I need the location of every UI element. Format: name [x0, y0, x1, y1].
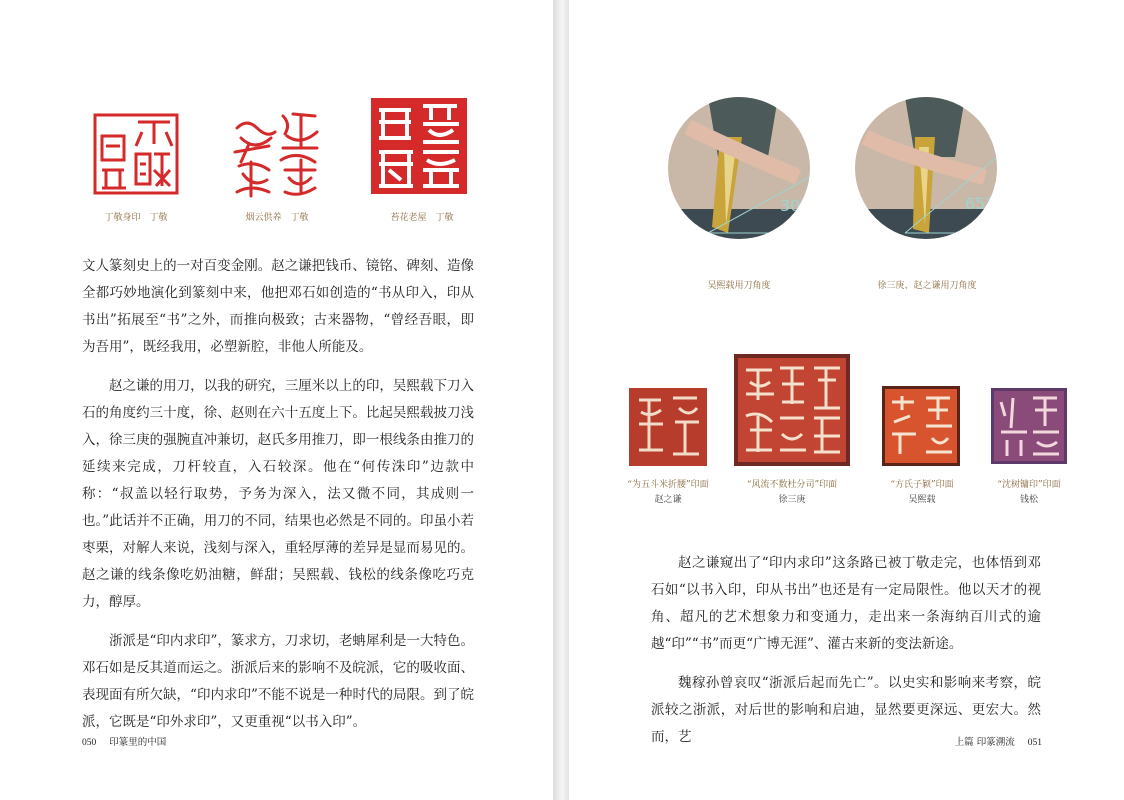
left-page	[0, 0, 553, 800]
seal-caption-1: 丁敬身印 丁敬	[104, 213, 168, 223]
seal-photo-3	[882, 386, 960, 470]
knife-caption-1: 吴熙载用刀角度	[707, 281, 771, 291]
section-label: 上篇	[954, 737, 974, 748]
seal-photo-1	[629, 388, 707, 470]
section-title: 印篆溯流	[976, 737, 1015, 748]
page-number: 050	[82, 738, 97, 748]
page-number: 051	[1027, 738, 1042, 748]
right-paragraph-1: 赵之谦窥出了“印内求印”这条路已被丁敬走完，也体悟到邓石如“以书入印，印从书出”也还是有一定局限性。他以天才的视角、超凡的艺术想象力和变通力，走出来一条海纳百川式的逾越“印”“书”而更“广博无涯”、灌古来新的变法新途。	[651, 555, 1041, 652]
seal-photo-caption-2: “风流不数杜分司”印面	[746, 480, 838, 490]
right-body-text	[651, 550, 1041, 763]
left-body-text	[82, 253, 474, 748]
book-title: 印篆里的中国	[109, 737, 167, 748]
left-paragraph-1: 文人篆刻史上的一对百变金刚。赵之谦把钱币、镜铭、碑刻、造像全都巧妙地演化到篆刻中来，他把邓石如创造的“书从印入，印从书出”拓展至“书”之外，而推向极致；古来器物，“曾经吾眼，即为吾用”，既经我用，必塑新腔，非他人所能及。	[82, 258, 474, 355]
knife-angle-photo-1	[668, 97, 810, 239]
seal-photo-caption-3: “方氏子颖”印面	[890, 480, 954, 490]
seal-caption-3: 苔花老屋 丁敬	[390, 213, 454, 223]
knife-caption-2: 徐三庚、赵之谦用刀角度	[877, 281, 977, 291]
seal-photo-author-1: 赵之谦	[654, 495, 682, 505]
seal-photo-2	[734, 354, 850, 470]
right-paragraph-2: 魏稼孙曾哀叹“浙派后起而先亡”。以史实和影响来考察，皖派较之浙派，对后世的影响和启迪，显然要更深远、更宏大。然而，艺	[651, 675, 1041, 745]
seal-photo-author-4: 钱松	[1019, 495, 1038, 505]
seal-photo-caption-4: “沈树镛印”印面	[997, 480, 1061, 490]
seal-dingjingshen-image	[92, 112, 180, 196]
knife-angle-photo-2	[855, 97, 997, 239]
left-footer	[82, 734, 166, 748]
knife-angle-label-1: 30°	[780, 196, 809, 215]
seal-photo-author-2: 徐三庚	[778, 495, 806, 505]
right-footer	[955, 734, 1042, 748]
left-paragraph-3: 浙派是“印内求印”，篆求方，刀求切，老蚺犀利是一大特色。邓石如是反其道而运之。浙派后来的影响不及皖派，它的吸收面、表现面有所欠缺，“印内求印”不能不说是一种时代的局限。到了皖派，它既是“印外求印”，又更重视“以书入印”。	[82, 633, 474, 730]
seal-taihualaowu-image	[371, 98, 467, 194]
seal-yanyungongyang-image	[231, 108, 323, 200]
right-page	[569, 0, 1124, 800]
left-paragraph-2: 赵之谦的用刀，以我的研究，三厘米以上的印，吴熙载下刀入石的角度约三十度，徐、赵则在六十五度上下。比起吴熙载披刀浅入，徐三庚的强腕直冲兼切，赵氏多用推刀，即一根线条由推刀的延续来完成，刀杆较直，入石较深。他在“何传洙印”边款中称：“叔盖以轻行取势，予务为深入，法又微不同，其成则一也。”此话并不正确，用刀的不同，结果也必然是不同的。印虽小若枣栗，对解人来说，浅刻与深入，重轻厚薄的差异是显而易见的。赵之谦的线条像吃奶油糖，鲜甜；吴熙载、钱松的线条像吃巧克力，醇厚。	[82, 378, 474, 610]
seal-caption-2: 烟云供养 丁敬	[245, 213, 309, 223]
seal-photo-4	[991, 388, 1067, 468]
seal-photo-caption-1: “为五斗米折腰”印面	[627, 480, 709, 490]
seal-photo-author-3: 吴熙载	[908, 495, 936, 505]
knife-angle-label-2: 65°	[965, 194, 994, 213]
book-gutter	[553, 0, 569, 800]
